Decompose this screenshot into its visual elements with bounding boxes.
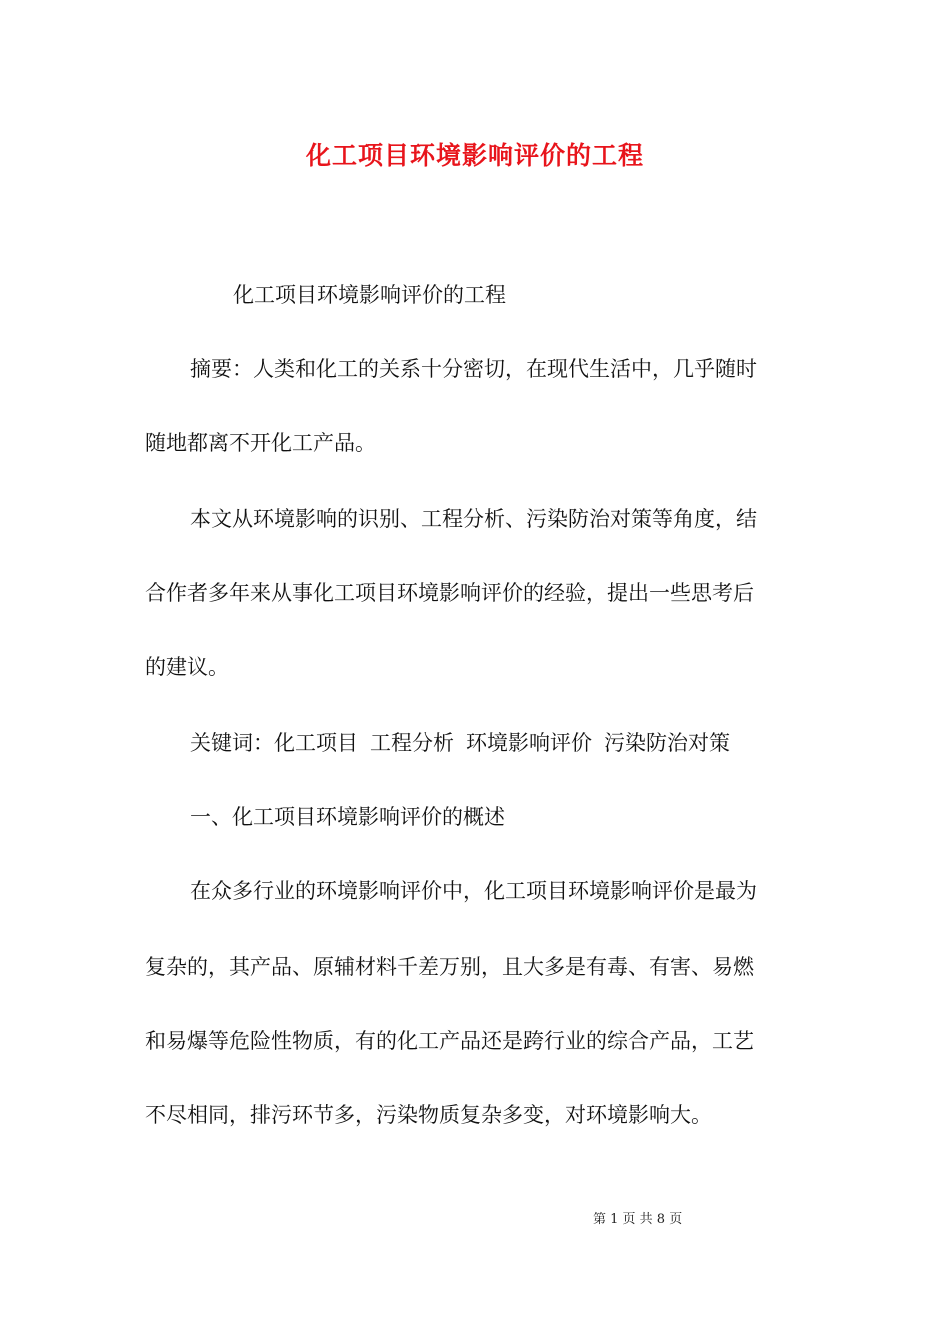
paragraph2-line-4: 不尽相同，排污环节多，污染物质复杂多变，对环境影响大。 [145,1103,712,1127]
paragraph1-line-3: 的建议。 [145,655,229,679]
paragraph2-line-2: 复杂的，其产品、原辅材料千差万别，且大多是有毒、有害、易燃 [145,955,754,979]
paragraph1-line-2: 合作者多年来从事化工项目环境影响评价的经验，提出一些思考后 [145,581,754,605]
page-number-footer: 第 1 页 共 8 页 [593,1212,683,1227]
abstract-line-1: 摘要：人类和化工的关系十分密切，在现代生活中，几乎随时 [190,357,757,381]
keywords-label: 关键词： [190,731,274,755]
keyword-item: 工程分析 [370,731,454,755]
paragraph1-line-1: 本文从环境影响的识别、工程分析、污染防治对策等角度，结 [190,507,757,531]
document-subtitle: 化工项目环境影响评价的工程 [233,283,506,307]
paragraph2-line-1: 在众多行业的环境影响评价中，化工项目环境影响评价是最为 [190,879,757,903]
section1-heading: 一、化工项目环境影响评价的概述 [190,805,505,829]
paragraph2-line-3: 和易爆等危险性物质，有的化工产品还是跨行业的综合产品，工艺 [145,1029,754,1053]
keyword-item: 环境影响评价 [466,731,592,755]
document-title: 化工项目环境影响评价的工程 [305,141,644,170]
keyword-item: 化工项目 [274,731,358,755]
keywords-line [190,728,860,758]
keyword-item: 污染防治对策 [604,731,730,755]
abstract-line-2: 随地都离不开化工产品。 [145,431,376,455]
